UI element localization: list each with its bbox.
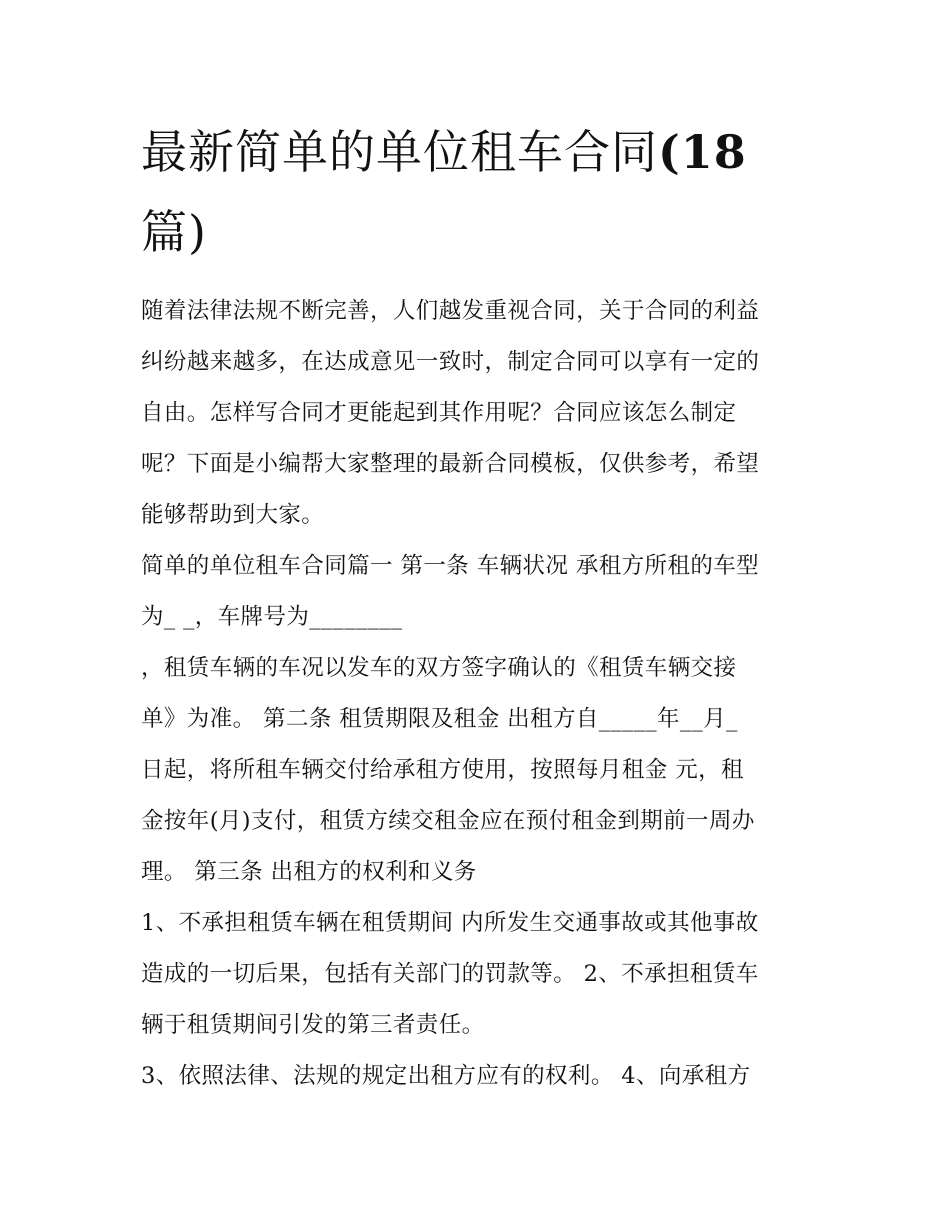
text-line: 单》为准。 第二条 租赁期限及租金 出租方自_____年__月_: [141, 706, 738, 732]
text-line: 理。 第三条 出租方的权利和义务: [141, 859, 477, 885]
text-line: 造成的一切后果，包括有关部门的罚款等。 2、不承担租赁车: [141, 961, 759, 987]
title-line-2: 篇): [141, 205, 207, 259]
text-line: 简单的单位租车合同篇一 第一条 车辆状况 承租方所租的车型: [141, 553, 760, 579]
text-line: 日起，将所租车辆交付给承租方使用，按照每月租金 元，租: [141, 757, 744, 783]
text-line: 随着法律法规不断完善，人们越发重视合同，关于合同的利益: [141, 298, 760, 324]
title-line-1: [141, 112, 813, 192]
text-line: 辆于租赁期间引发的第三者责任。: [141, 1012, 485, 1038]
section-lessor-duties-paragraph: [141, 898, 813, 1051]
text-line: 自由。怎样写合同才更能起到其作用呢？合同应该怎么制定: [141, 400, 737, 426]
title-text: 最新简单的单位租车合同: [141, 125, 658, 179]
text-line: 为_ _，车牌号为________: [141, 604, 403, 630]
text-line: 能够帮助到大家。: [141, 502, 325, 528]
title-count: (18: [658, 125, 747, 179]
text-line: ，租赁车辆的车况以发车的双方签字确认的《租赁车辆交接: [141, 655, 737, 681]
section-term-paragraph: [141, 643, 813, 898]
section-vehicle-paragraph: [141, 541, 813, 643]
text-line: 1、不承担租赁车辆在租赁期间 内所发生交通事故或其他事故: [141, 910, 759, 936]
text-line: 3、依照法律、法规的规定出租方应有的权利。 4、向承租方: [141, 1063, 751, 1089]
document-content: [141, 112, 813, 1102]
intro-paragraph: [141, 286, 813, 541]
text-line: 纠纷越来越多，在达成意见一致时，制定合同可以享有一定的: [141, 349, 760, 375]
document-title: [141, 112, 813, 272]
section-lessor-rights-paragraph: [141, 1051, 813, 1102]
text-line: 金按年(月)支付，租赁方续交租金应在预付租金到期前一周办: [141, 808, 755, 834]
text-line: 呢？下面是小编帮大家整理的最新合同模板，仅供参考，希望: [141, 451, 760, 477]
